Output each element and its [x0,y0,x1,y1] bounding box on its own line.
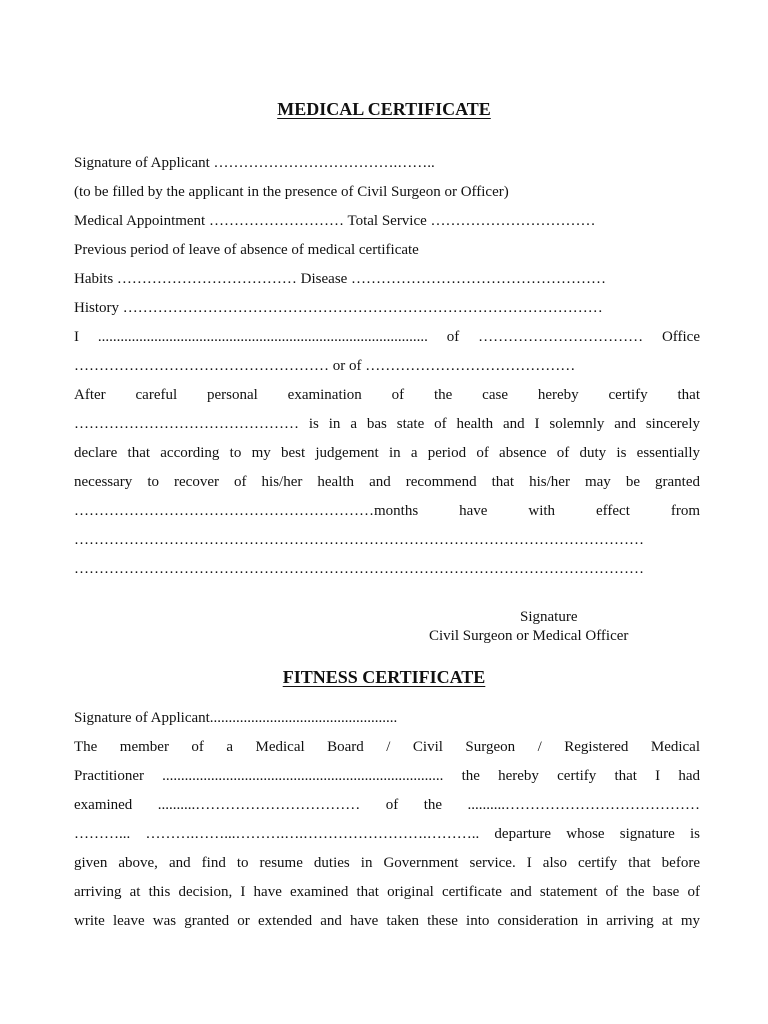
medical-line-appointment: Medical Appointment ……………………… Total Service …………………………… [74,213,596,229]
medical-body-line-4: necessary to recover of his/her health and recommend that his/her may be granted [74,474,700,490]
medical-line-or-of: …………………………………………… or of …………………………………… [74,358,576,374]
fitness-body-line-6: arriving at this decision, I have examined that original certificate and statement of the base of [74,884,700,900]
medical-body-line-3: declare that according to my best judgement in a period of absence of duty is essentially [74,445,700,461]
medical-body-line-2: ……………………………………… is in a bas state of health and I solemnly and sincerely [74,416,700,432]
medical-line-name-office: I ........................................................................................ of …………………………… Office [74,329,700,345]
fitness-body-line-3: examined ..........…………………………… of the ..........………………………………… [74,797,700,813]
fitness-body-line-4: ………... ……….……...……….….…………………….……….. departure whose signature is [74,826,700,842]
fitness-body-line-5: given above, and find to resume duties in Government service. I also certify that before [74,855,700,871]
medical-blank-line-2: …………………………………………………………………………………………………… [74,561,644,577]
medical-line-signature: Signature of Applicant ……………………………….…….. [74,155,435,171]
fitness-body-line-7: write leave was granted or extended and have taken these into consideration in arriving at my [74,913,700,929]
medical-body-line-5: ……………………………………………………months have with effect from [74,503,700,519]
fitness-body-line-1: The member of a Medical Board / Civil Surgeon / Registered Medical [74,739,700,755]
signature-label: Signature [520,609,578,625]
medical-certificate-title: MEDICAL CERTIFICATE [277,99,491,119]
signature-role: Civil Surgeon or Medical Officer [429,628,629,644]
medical-line-previous-leave: Previous period of leave of absence of medical certificate [74,242,419,258]
medical-line-history: History …………………………………………………………………………………… [74,300,603,316]
fitness-certificate-title: FITNESS CERTIFICATE [282,667,486,687]
fitness-line-signature: Signature of Applicant.................................................. [74,710,398,726]
medical-body-line-1: After careful personal examination of the case hereby certify that [74,387,700,403]
medical-line-instruction: (to be filled by the applicant in the presence of Civil Surgeon or Officer) [74,184,509,200]
medical-line-habits: Habits ……………………………… Disease …………………………………………… [74,271,607,287]
fitness-body-line-2: Practitioner ........................................................................... the hereby certify that I had [74,768,700,784]
medical-blank-line-1: …………………………………………………………………………………………………… [74,532,644,548]
